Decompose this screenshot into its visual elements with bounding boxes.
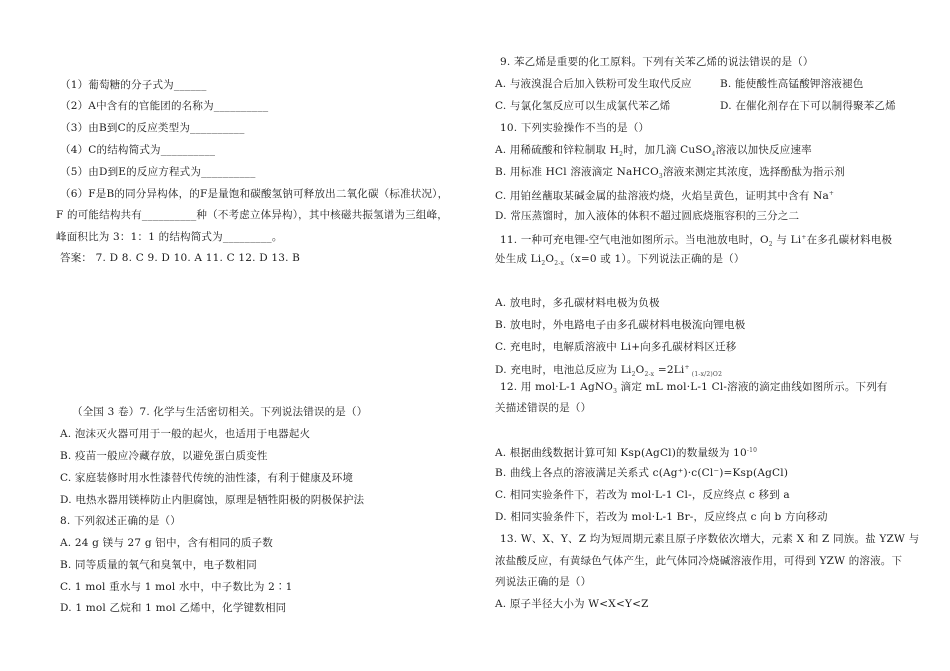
question-line: （5）由D到E的反应方程式为__________ bbox=[60, 166, 256, 178]
text-run: A. 用稀硫酸和锌粒制取 H bbox=[495, 144, 620, 156]
subscript: 4 bbox=[711, 151, 716, 158]
q9-option-a: A. 与液溴混合后加入铁粉可发生取代反应 bbox=[495, 78, 692, 90]
subscript: 2 bbox=[718, 371, 723, 378]
question-line: 峰面积比为 3：1：1 的结构简式为_________。 bbox=[56, 231, 283, 243]
q10-stem: 10. 下列实验操作不当的是（） bbox=[500, 122, 650, 134]
text-run: D. 充电时，电池总反应为 Li bbox=[495, 364, 632, 376]
text-run: O bbox=[545, 253, 555, 265]
q12-stem-line2: 关描述错误的是（） bbox=[495, 402, 592, 414]
q8-stem: 8. 下列叙述正确的是（） bbox=[60, 515, 181, 527]
q11-option-c: C. 充电时，电解质溶液中 Li+向多孔碳材料区迁移 bbox=[495, 341, 737, 353]
superscript: -10 bbox=[746, 447, 758, 454]
q9-option-d: D. 在催化剂存在下可以制得聚苯乙烯 bbox=[720, 100, 896, 112]
q7-stem: （全国 3 卷）7. 化学与生活密切相关。下列说法错误的是（） bbox=[72, 406, 368, 418]
text-run: 时，加几滴 CuSO bbox=[623, 144, 712, 156]
q7-option-a: A. 泡沫灭火器可用于一般的起火，也适用于电器起火 bbox=[60, 428, 311, 440]
question-line: （6）F是B的同分异构体，的F是量饱和碳酸氢钠可释放出二氧化碳（标准状况）， bbox=[60, 188, 449, 200]
q10-option-a bbox=[495, 143, 812, 162]
q11-option-a: A. 放电时，多孔碳材料电极为负极 bbox=[495, 297, 660, 309]
text-run: 11. 一种可充电锂-空气电池如图所示。当电池放电时，O bbox=[500, 234, 769, 246]
subscript: 2-x bbox=[644, 371, 655, 378]
text-run: =2Li bbox=[654, 364, 685, 376]
q8-option-c: C. 1 mol 重水与 1 mol 水中，中子数比为 2∶1 bbox=[60, 581, 293, 593]
q8-option-a: A. 24 g 镁与 27 g 铝中，含有相同的质子数 bbox=[60, 537, 274, 549]
text-run: 滴定 mL mol·L-1 Cl-溶液的滴定曲线如图所示。下列有 bbox=[617, 381, 888, 393]
text-run: O bbox=[635, 364, 645, 376]
question-line: （1）葡萄糖的分子式为______ bbox=[60, 79, 207, 91]
q13-stem-line3: 列说法正确的是（） bbox=[495, 576, 592, 588]
superscript: + bbox=[684, 364, 690, 371]
q12-option-b: B. 曲线上各点的溶液满足关系式 c(Ag⁺)·c(Cl⁻)=Ksp(AgCl) bbox=[495, 467, 789, 479]
text-run: 12. 用 mol·L-1 AgNO bbox=[500, 381, 614, 393]
text-run: 在多孔碳材料电极 bbox=[806, 234, 893, 246]
q9-option-b: B. 能使酸性高锰酸钾溶液褪色 bbox=[720, 78, 864, 90]
q12-stem bbox=[500, 380, 888, 399]
subscript: 2-x bbox=[554, 260, 565, 267]
q10-option-c bbox=[495, 187, 834, 203]
q8-option-d: D. 1 mol 乙烷和 1 mol 乙烯中，化学键数相同 bbox=[60, 602, 287, 614]
q12-option-c: C. 相同实验条件下，若改为 mol·L-1 Cl-，反应终点 c 移到 a bbox=[495, 489, 790, 501]
text-run: 与 Li bbox=[772, 234, 802, 246]
q7-option-c: C. 家庭装修时用水性漆替代传统的油性漆，有利于健康及环境 bbox=[60, 472, 354, 484]
question-line: F 的可能结构共有__________种（不考虑立体异构），其中核磁共振氢谱为三组峰， bbox=[56, 209, 448, 221]
subscript: 2 bbox=[768, 241, 773, 248]
text-run: 处生成 Li bbox=[495, 253, 542, 265]
q11-option-d bbox=[495, 361, 722, 382]
subscript: 2 bbox=[541, 260, 546, 267]
question-line: （4）C的结构简式为__________ bbox=[60, 144, 216, 156]
text-run: (1-x/2)O bbox=[689, 371, 719, 378]
q10-option-b bbox=[495, 165, 845, 184]
q12-option-d: D. 相同实验条件下，若改为 mol·L-1 Br-，反应终点 c 向 b 方向移动 bbox=[495, 511, 828, 523]
subscript: 3 bbox=[658, 173, 663, 180]
q11-stem-line2 bbox=[495, 252, 745, 271]
q7-option-d: D. 电热水器用镁棒防止内胆腐蚀，原理是牺牲阳极的阴极保护法 bbox=[60, 494, 365, 506]
q12-option-a bbox=[495, 444, 757, 460]
q13-stem: 13. W、X、Y、Z 均为短周期元素且原子序数依次增大，元素 X 和 Z 同族。盐 YZW 与 bbox=[500, 533, 920, 545]
question-line: （2）A中含有的官能团的名称为__________ bbox=[60, 100, 269, 112]
text-run: C. 用铂丝蘸取某碱金属的盐溶液灼烧，火焰呈黄色，证明其中含有 Na bbox=[495, 190, 829, 202]
text-run: 溶液以加快反应速率 bbox=[715, 144, 812, 156]
subscript: 2 bbox=[619, 151, 624, 158]
q13-stem-line2: 浓盐酸反应，有黄绿色气体产生，此气体同冷烧碱溶液作用，可得到 YZW 的溶液。下 bbox=[495, 555, 903, 567]
q9-option-c: C. 与氯化氢反应可以生成氯代苯乙烯 bbox=[495, 100, 671, 112]
q11-option-b: B. 放电时，外电路电子由多孔碳材料电极流向锂电极 bbox=[495, 319, 746, 331]
q10-option-d: D. 常压蒸馏时，加入液体的体积不超过圆底烧瓶容积的三分之二 bbox=[495, 210, 800, 222]
text-run: 溶液来测定其浓度，选择酚酞为指示剂 bbox=[662, 166, 845, 178]
superscript: + bbox=[828, 190, 835, 197]
superscript: + bbox=[801, 234, 807, 241]
q11-stem bbox=[500, 231, 892, 252]
subscript: 2 bbox=[631, 371, 636, 378]
q7-option-b: B. 疫苗一般应冷藏存放，以避免蛋白质变性 bbox=[60, 450, 268, 462]
q9-stem: 9. 苯乙烯是重要的化工原料。下列有关苯乙烯的说法错误的是（） bbox=[500, 56, 814, 68]
q13-option-a: A. 原子半径大小为 W<X<Y<Z bbox=[495, 598, 649, 610]
q8-option-b: B. 同等质量的氧气和臭氧中，电子数相同 bbox=[60, 559, 257, 571]
subscript: 3 bbox=[613, 388, 618, 395]
text-run: A. 根据曲线数据计算可知 Ksp(AgCl)的数量级为 10 bbox=[495, 447, 747, 459]
answer-line: 答案： 7. D 8. C 9. D 10. A 11. C 12. D 13. B bbox=[60, 252, 301, 264]
question-line: （3）由B到C的反应类型为__________ bbox=[60, 122, 245, 134]
text-run: B. 用标准 HCl 溶液滴定 NaHCO bbox=[495, 166, 659, 178]
text-run: （x=0 或 1）。下列说法正确的是（） bbox=[564, 253, 745, 265]
